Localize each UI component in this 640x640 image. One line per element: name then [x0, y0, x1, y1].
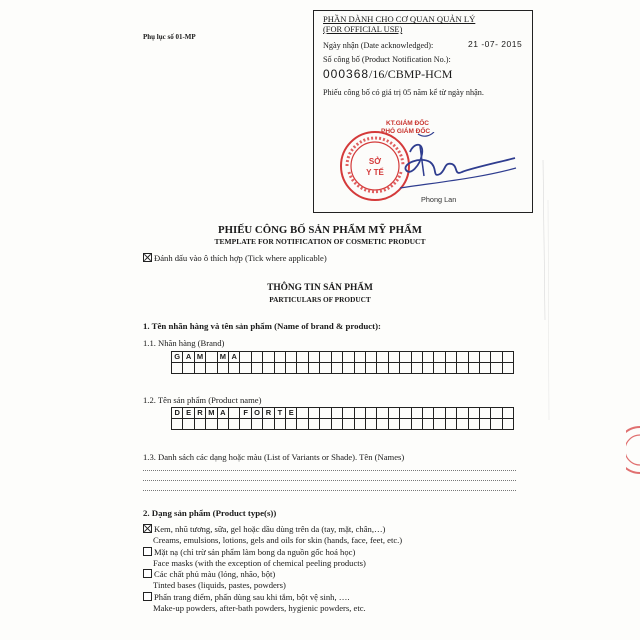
product-letter-cell[interactable]: R — [263, 408, 274, 419]
product-letter-cell[interactable]: F — [240, 408, 251, 419]
section-title-vn: THÔNG TIN SẢN PHẨM — [267, 283, 373, 293]
product-type-label-en: Tinted bases (liquids, pastes, powders) — [153, 580, 286, 590]
product-letter-cell[interactable]: T — [275, 408, 286, 419]
product-letter-cell[interactable]: R — [195, 408, 206, 419]
section-title-en: PARTICULARS OF PRODUCT — [269, 295, 371, 304]
product-letter-cell[interactable]: O — [252, 408, 263, 419]
official-header-vn: PHẦN DÀNH CHO CƠ QUAN QUẢN LÝ — [323, 14, 476, 24]
brand-letter-cell[interactable]: A — [229, 352, 240, 363]
ack-date-label: Ngày nhận (Date acknowledged): — [323, 41, 434, 50]
product-type-label-vn: Kem, nhũ tương, sữa, gel hoặc dầu dùng trên da (tay, mặt, chân,…) — [154, 524, 386, 534]
ack-date-value: 21 -07- 2015 — [468, 39, 523, 49]
product-type-label-vn: Phấn trang điểm, phấn dùng sau khi tắm, bột vệ sinh, …. — [154, 592, 350, 602]
product-letter-cell[interactable]: M — [206, 408, 217, 419]
brand-letter-cell[interactable]: M — [218, 352, 229, 363]
product-type-label-vn: Các chất phủ màu (lỏng, nhão, bột) — [154, 569, 276, 579]
product-letter-cell[interactable]: E — [286, 408, 297, 419]
product-type-label-en: Creams, emulsions, lotions, gels and oils for skin (hands, face, feet, etc.) — [153, 535, 403, 545]
product-type-label-en: Face masks (with the exception of chemical peeling products) — [153, 558, 366, 568]
signer-name: Phong Lan — [421, 195, 457, 204]
tick-note-text: Đánh dấu vào ô thích hợp (Tick where applicable) — [154, 253, 327, 263]
brand-letter-cell[interactable]: A — [183, 352, 194, 363]
notification-number-value: 000368 — [323, 67, 370, 81]
product-letter-cell[interactable]: D — [172, 408, 183, 419]
product-letter-cell[interactable]: E — [183, 408, 194, 419]
section-1-heading: 1. Tên nhãn hàng và tên sản phẩm (Name of brand & product): — [143, 321, 381, 331]
official-header-en: (FOR OFFICIAL USE) — [323, 25, 403, 34]
validity-note: Phiếu công bố có giá trị 05 năm kể từ ngày nhận. — [323, 88, 484, 97]
form-title-en: TEMPLATE FOR NOTIFICATION OF COSMETIC PRODUCT — [214, 237, 426, 246]
notification-number-suffix: /16/CBMP-HCM — [369, 67, 453, 81]
section-2-heading: 2. Dạng sản phẩm (Product type(s)) — [143, 508, 277, 518]
form-title-vn: PHIẾU CÔNG BỐ SẢN PHẨM MỸ PHẨM — [218, 224, 422, 236]
variants-label: 1.3. Danh sách các dạng hoặc màu (List of Variants or Shade). Tên (Names) — [143, 452, 405, 462]
signer-title-2: PHÓ GIÁM ĐỐC — [381, 128, 431, 135]
brand-letter-cell[interactable]: G — [172, 352, 183, 363]
notification-label: Số công bố (Product Notification No.): — [323, 55, 451, 64]
product-letter-cell[interactable]: A — [218, 408, 229, 419]
svg-text:Y TẾ: Y TẾ — [366, 168, 384, 177]
brand-label: 1.1. Nhãn hàng (Brand) — [143, 338, 225, 348]
brand-letter-cell[interactable]: M — [195, 352, 206, 363]
product-type-label-vn: Mặt nạ (chỉ trừ sản phẩm làm bong da nguồn gốc hoá học) — [154, 547, 356, 557]
annex-label: Phụ lục số 01-MP — [143, 33, 196, 41]
svg-text:SỞ: SỞ — [368, 157, 382, 166]
signer-title-1: KT.GIÁM ĐỐC — [386, 120, 429, 127]
product-type-label-en: Make-up powders, after-bath powders, hygienic powders, etc. — [153, 603, 366, 613]
product-name-label: 1.2. Tên sản phẩm (Product name) — [143, 395, 262, 405]
